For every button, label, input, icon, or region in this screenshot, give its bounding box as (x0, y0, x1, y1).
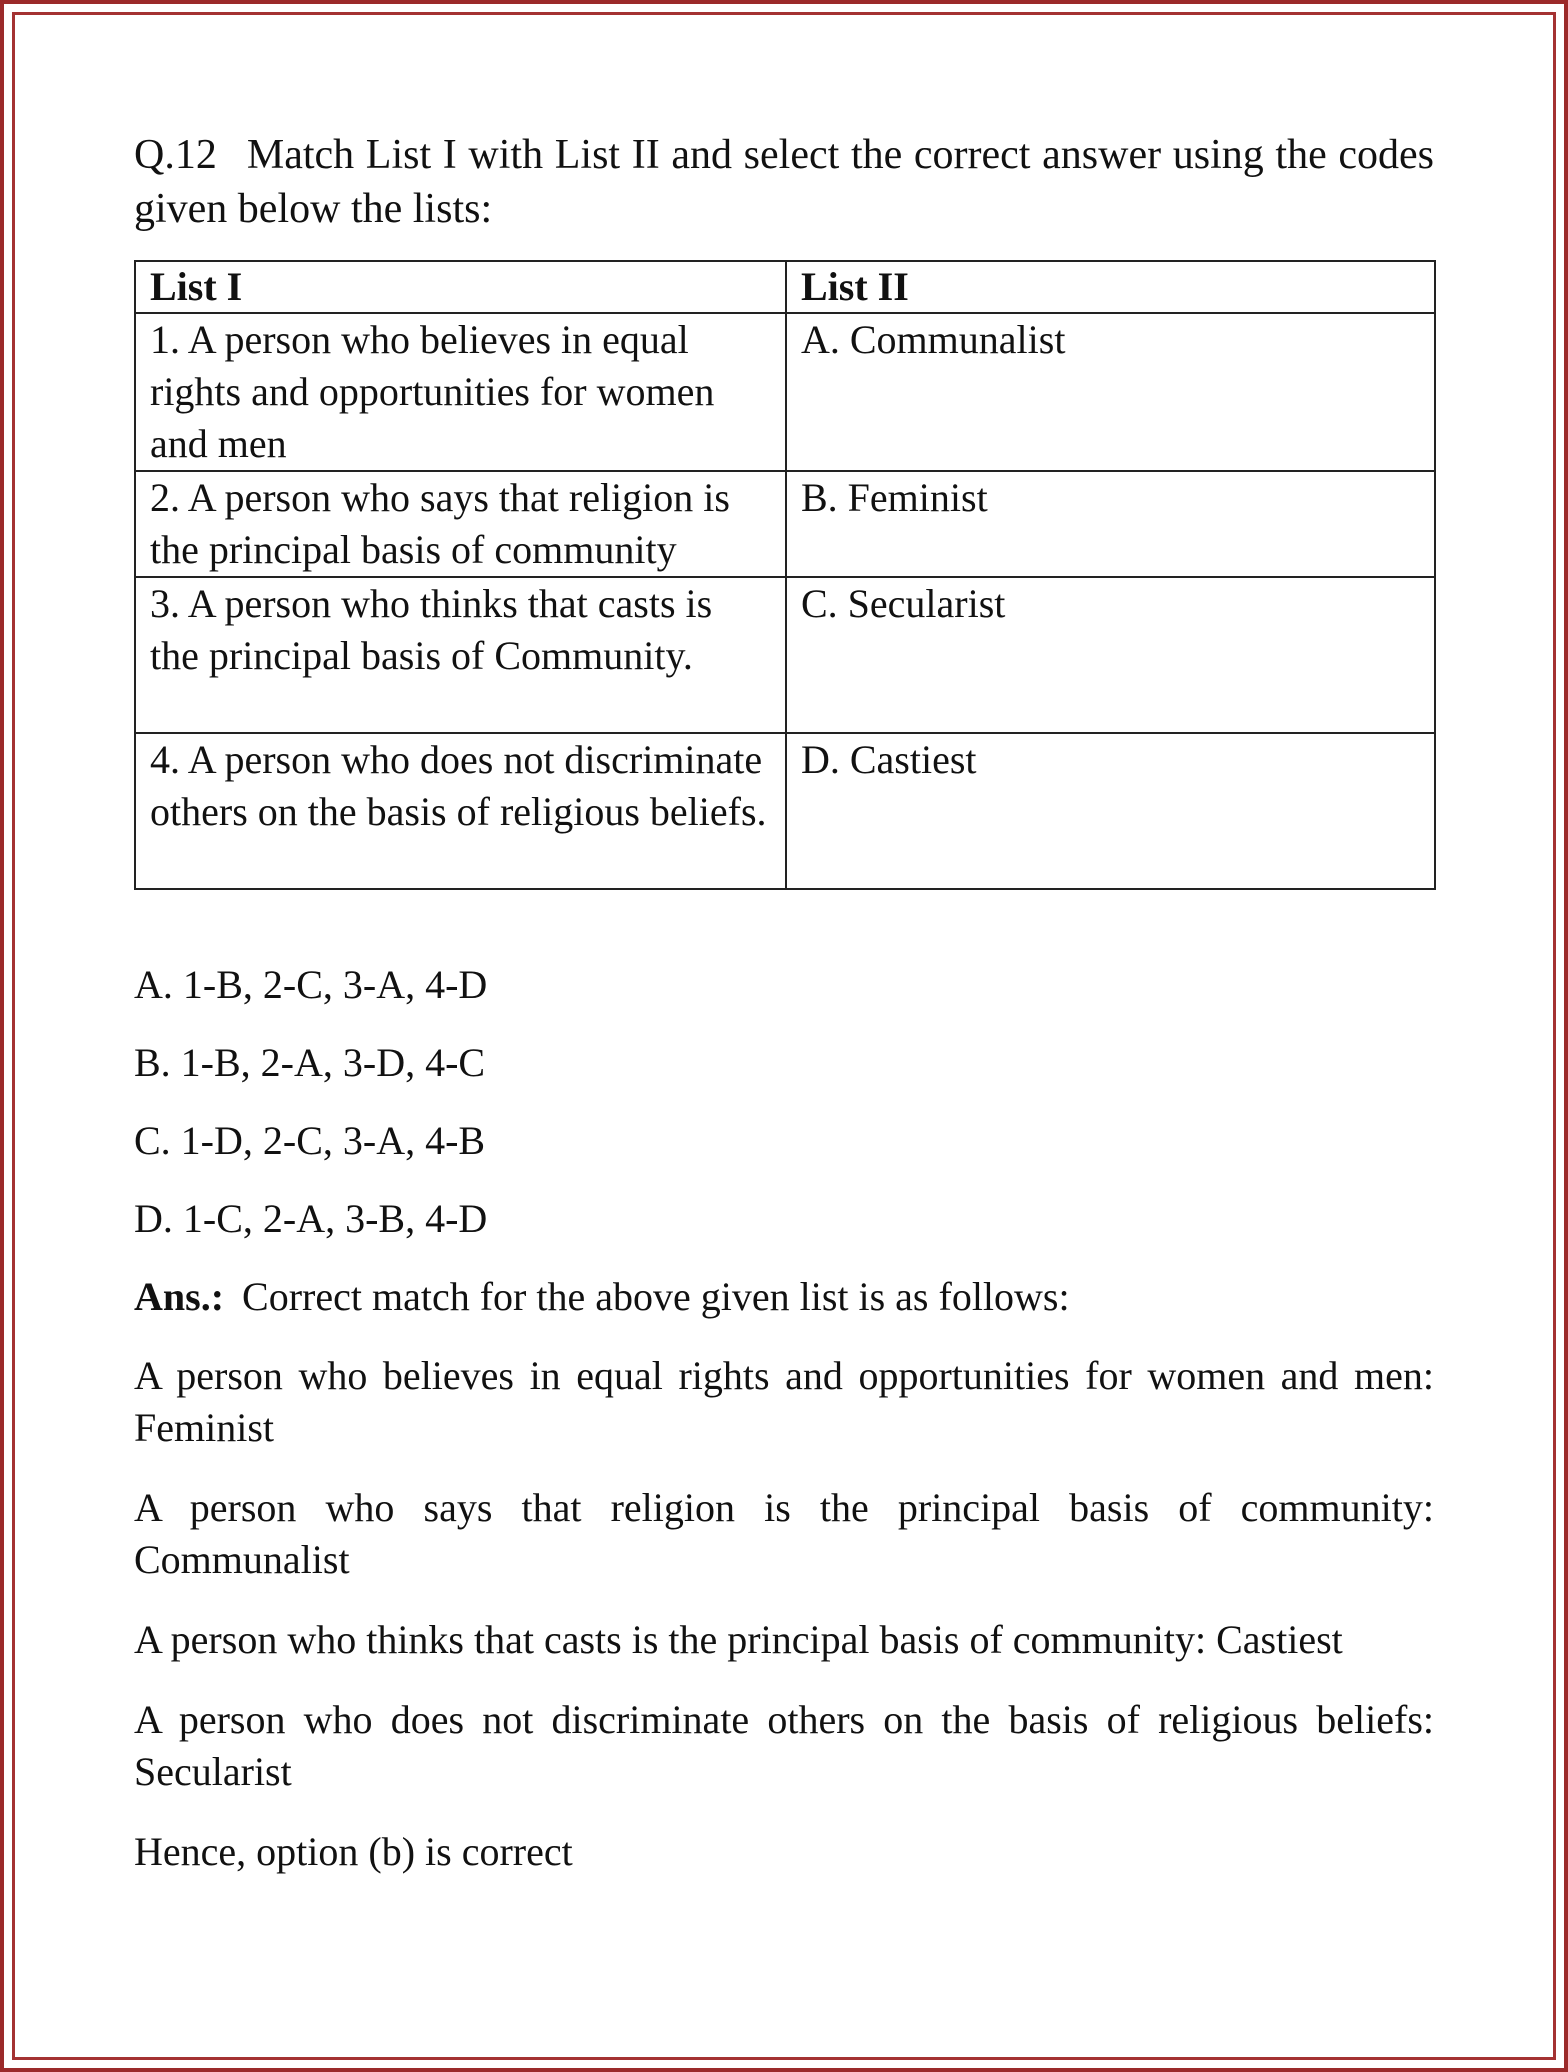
option-a: A. 1-B, 2-C, 3-A, 4-D (134, 962, 488, 1007)
answer-match: A person who does not discriminate others on the basis of religious beliefs: Secularist (134, 1697, 1434, 1794)
answer-conclusion: Hence, option (b) is correct (134, 1829, 573, 1874)
list-2-item: B. Feminist (786, 471, 1435, 577)
option-c: C. 1-D, 2-C, 3-A, 4-B (134, 1118, 486, 1163)
list-2-item: C. Secularist (786, 577, 1435, 733)
table-row (135, 733, 1435, 889)
question-text: Match List I with List II and select the correct answer using the codes given below the lists: (134, 132, 1434, 232)
question (134, 128, 1434, 236)
table-row (135, 471, 1435, 577)
list-1-item: 4. A person who does not discriminate others on the basis of religious beliefs. (135, 733, 786, 889)
table-row (135, 577, 1435, 733)
option-b: B. 1-B, 2-A, 3-D, 4-C (134, 1040, 486, 1085)
match-table (134, 260, 1436, 890)
question-number: Q.12 (134, 132, 217, 178)
answer-options (134, 960, 1434, 1244)
table-row (135, 313, 1435, 471)
list-1-item: 3. A person who thinks that casts is the principal basis of Community. (135, 577, 786, 733)
answer-intro-text: Correct match for the above given list is as follows: (242, 1274, 1070, 1319)
list-1-item: 1. A person who believes in equal rights and opportunities for women and men (135, 313, 786, 471)
header-list-1: List I (135, 261, 786, 313)
table-header-row (135, 261, 1435, 313)
answer-match: A person who thinks that casts is the principal basis of community: Castiest (134, 1617, 1343, 1662)
answer-match: A person who says that religion is the principal basis of community: Communalist (134, 1485, 1434, 1582)
answer-label: Ans.: (134, 1274, 225, 1319)
answer-match: A person who believes in equal rights and opportunities for women and men: Feminist (134, 1353, 1434, 1450)
page-content (134, 128, 1434, 1906)
list-1-item: 2. A person who says that religion is the principal basis of community (135, 471, 786, 577)
header-list-2: List II (786, 261, 1435, 313)
list-2-item: A. Communalist (786, 313, 1435, 471)
option-d: D. 1-C, 2-A, 3-B, 4-D (134, 1196, 488, 1241)
answer-intro (134, 1272, 1434, 1322)
list-2-item: D. Castiest (786, 733, 1435, 889)
